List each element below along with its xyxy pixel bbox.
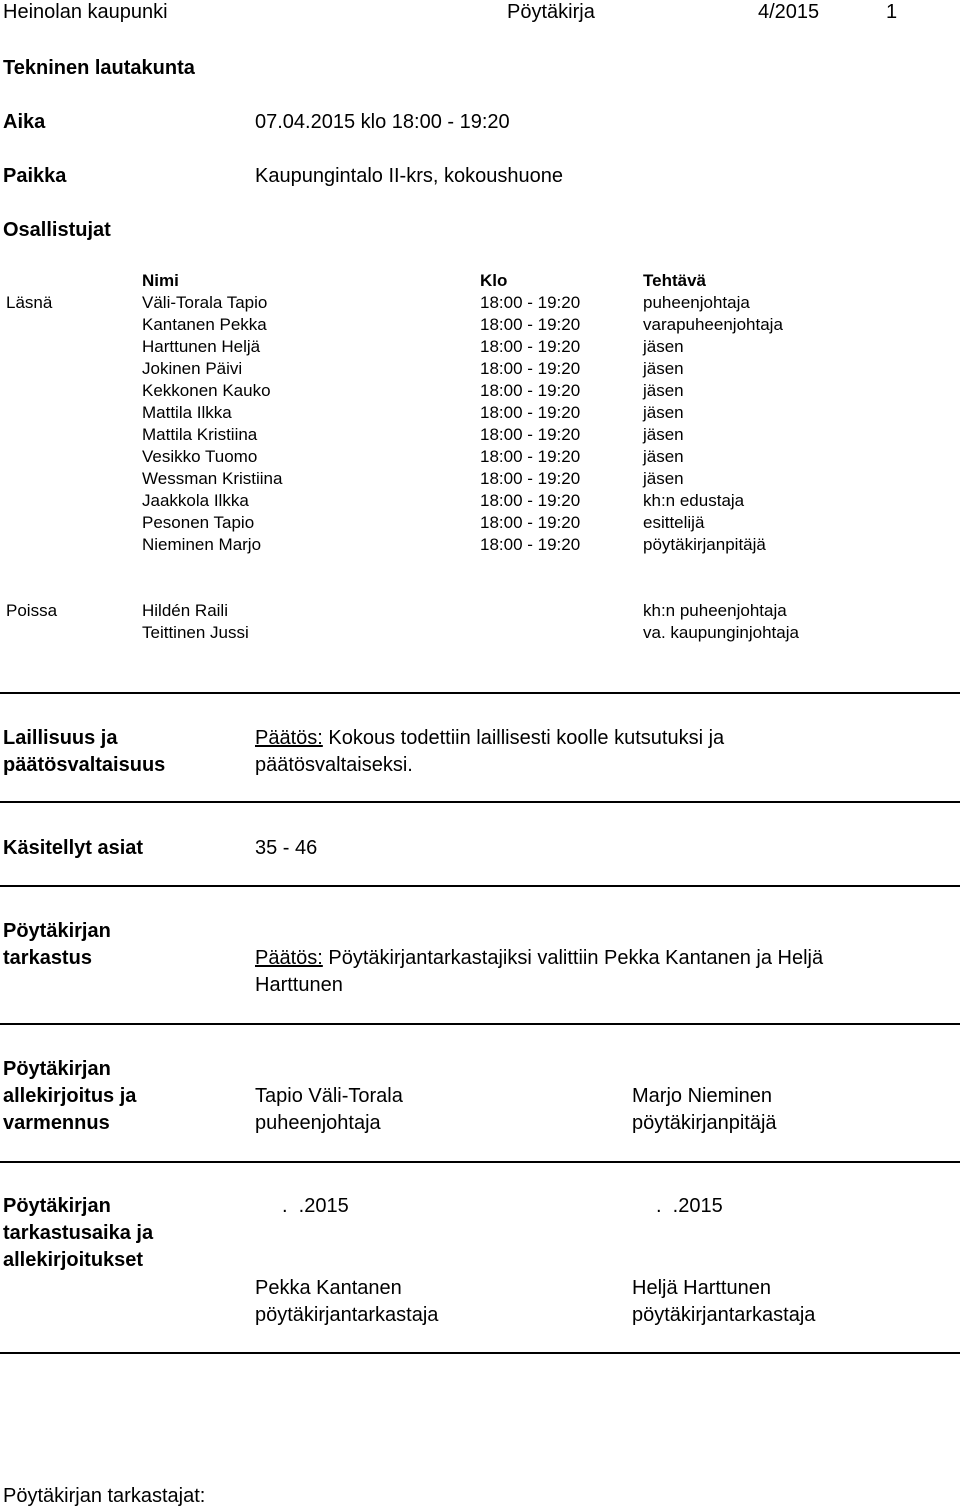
participant-name: Nieminen Marjo bbox=[142, 535, 262, 554]
legality-text-line2: päätösvaltaiseksi. bbox=[255, 754, 413, 776]
table-row bbox=[0, 314, 960, 336]
participant-name: Kekkonen Kauko bbox=[142, 381, 271, 400]
decision-word: Päätös: bbox=[255, 947, 323, 969]
participant-name: Wessman Kristiina bbox=[142, 469, 283, 488]
divider bbox=[0, 1023, 960, 1025]
participant-role: jäsen bbox=[643, 337, 684, 356]
participant-name: Jaakkola Ilkka bbox=[142, 491, 249, 510]
column-name-header: Nimi bbox=[142, 271, 179, 290]
participant-time: 18:00 - 19:20 bbox=[480, 293, 581, 312]
items-label: Käsitellyt asiat bbox=[3, 837, 144, 859]
org-name: Heinolan kaupunki bbox=[3, 1, 168, 23]
participant-role: jäsen bbox=[643, 425, 684, 444]
divider bbox=[0, 885, 960, 887]
table-row bbox=[0, 358, 960, 380]
table-row bbox=[0, 446, 960, 468]
absent-role: kh:n puheenjohtaja bbox=[643, 601, 787, 620]
review-label-line2: tarkastus bbox=[3, 947, 92, 969]
column-role-header: Tehtävä bbox=[643, 271, 706, 290]
review-label-line1: Pöytäkirjan bbox=[3, 920, 111, 942]
inspector2-role: pöytäkirjantarkastaja bbox=[632, 1304, 816, 1326]
participant-name: Pesonen Tapio bbox=[142, 513, 255, 532]
review-text-line1: Pöytäkirjantarkastajiksi valittiin Pekka Kantanen ja Heljä bbox=[322, 947, 824, 969]
table-row bbox=[0, 336, 960, 358]
absent-name: Teittinen Jussi bbox=[142, 623, 249, 642]
table-row bbox=[0, 512, 960, 534]
participant-time: 18:00 - 19:20 bbox=[480, 469, 581, 488]
participant-name: Mattila Ilkka bbox=[142, 403, 232, 422]
place-label: Paikka bbox=[3, 165, 67, 187]
place-value: Kaupungintalo II-krs, kokoushuone bbox=[255, 165, 563, 187]
table-row bbox=[0, 534, 960, 556]
participant-name: Mattila Kristiina bbox=[142, 425, 258, 444]
participant-role: jäsen bbox=[643, 381, 684, 400]
inspection-label-line2: tarkastusaika ja bbox=[3, 1222, 154, 1244]
inspector1-role: pöytäkirjantarkastaja bbox=[255, 1304, 439, 1326]
divider bbox=[0, 692, 960, 694]
participant-role: jäsen bbox=[643, 403, 684, 422]
page-number: 1 bbox=[886, 1, 898, 23]
divider bbox=[0, 1161, 960, 1163]
review-text-line2: Harttunen bbox=[255, 974, 343, 996]
participant-name: Vesikko Tuomo bbox=[142, 447, 258, 466]
present-label: Läsnä bbox=[6, 293, 53, 312]
participant-time: 18:00 - 19:20 bbox=[480, 513, 581, 532]
table-row bbox=[0, 292, 960, 314]
legality-text-line1: Kokous todettiin laillisesti koolle kutsutuksi ja bbox=[322, 727, 725, 749]
table-row bbox=[0, 490, 960, 512]
absent-role: va. kaupunginjohtaja bbox=[643, 623, 799, 642]
legality-label-line1: Laillisuus ja bbox=[3, 727, 118, 749]
participant-role: jäsen bbox=[643, 469, 684, 488]
review-decision bbox=[255, 946, 823, 970]
divider bbox=[0, 1352, 960, 1354]
signer1-name: Tapio Väli-Torala bbox=[255, 1085, 403, 1107]
committee-name: Tekninen lautakunta bbox=[3, 57, 195, 79]
participant-role: pöytäkirjanpitäjä bbox=[643, 535, 766, 554]
signer2-name: Marjo Nieminen bbox=[632, 1085, 773, 1107]
doc-number: 4/2015 bbox=[758, 1, 820, 23]
table-row bbox=[0, 402, 960, 424]
inspection-date2: . .2015 bbox=[656, 1195, 723, 1217]
table-row bbox=[0, 600, 960, 622]
doc-type: Pöytäkirja bbox=[507, 1, 595, 23]
participants-heading: Osallistujat bbox=[3, 219, 111, 241]
inspection-label-line3: allekirjoitukset bbox=[3, 1249, 144, 1271]
participant-time: 18:00 - 19:20 bbox=[480, 403, 581, 422]
time-value: 07.04.2015 klo 18:00 - 19:20 bbox=[255, 111, 510, 133]
participant-name: Harttunen Heljä bbox=[142, 337, 261, 356]
table-row bbox=[0, 468, 960, 490]
participant-role: puheenjohtaja bbox=[643, 293, 750, 312]
participant-name: Jokinen Päivi bbox=[142, 359, 243, 378]
participant-time: 18:00 - 19:20 bbox=[480, 315, 581, 334]
signing-label-line1: Pöytäkirjan bbox=[3, 1058, 111, 1080]
participant-role: kh:n edustaja bbox=[643, 491, 745, 510]
participants-header-row bbox=[0, 270, 960, 292]
participant-role: varapuheenjohtaja bbox=[643, 315, 783, 334]
inspection-date1: . .2015 bbox=[282, 1195, 349, 1217]
participant-role: esittelijä bbox=[643, 513, 705, 532]
inspection-label-line1: Pöytäkirjan bbox=[3, 1195, 111, 1217]
signer1-role: puheenjohtaja bbox=[255, 1112, 381, 1134]
inspectors-footer: Pöytäkirjan tarkastajat: bbox=[3, 1485, 206, 1507]
participant-time: 18:00 - 19:20 bbox=[480, 337, 581, 356]
inspector2-name: Heljä Harttunen bbox=[632, 1277, 771, 1299]
participant-time: 18:00 - 19:20 bbox=[480, 359, 581, 378]
table-row bbox=[0, 424, 960, 446]
divider bbox=[0, 801, 960, 803]
table-row bbox=[0, 380, 960, 402]
signing-label-line3: varmennus bbox=[3, 1112, 110, 1134]
legality-label-line2: päätösvaltaisuus bbox=[3, 754, 166, 776]
participant-name: Kantanen Pekka bbox=[142, 315, 267, 334]
participant-role: jäsen bbox=[643, 447, 684, 466]
time-label: Aika bbox=[3, 111, 46, 133]
participant-time: 18:00 - 19:20 bbox=[480, 381, 581, 400]
participant-time: 18:00 - 19:20 bbox=[480, 425, 581, 444]
participant-time: 18:00 - 19:20 bbox=[480, 491, 581, 510]
table-row bbox=[0, 622, 960, 644]
participant-name: Väli-Torala Tapio bbox=[142, 293, 268, 312]
signer2-role: pöytäkirjanpitäjä bbox=[632, 1112, 777, 1134]
participant-role: jäsen bbox=[643, 359, 684, 378]
signing-label-line2: allekirjoitus ja bbox=[3, 1085, 137, 1107]
participant-time: 18:00 - 19:20 bbox=[480, 535, 581, 554]
legality-decision bbox=[255, 726, 724, 750]
absent-label: Poissa bbox=[6, 601, 58, 620]
participant-time: 18:00 - 19:20 bbox=[480, 447, 581, 466]
decision-word: Päätös: bbox=[255, 727, 323, 749]
column-time-header: Klo bbox=[480, 271, 508, 290]
absent-name: Hildén Raili bbox=[142, 601, 228, 620]
inspector1-name: Pekka Kantanen bbox=[255, 1277, 402, 1299]
items-value: 35 - 46 bbox=[255, 837, 318, 859]
